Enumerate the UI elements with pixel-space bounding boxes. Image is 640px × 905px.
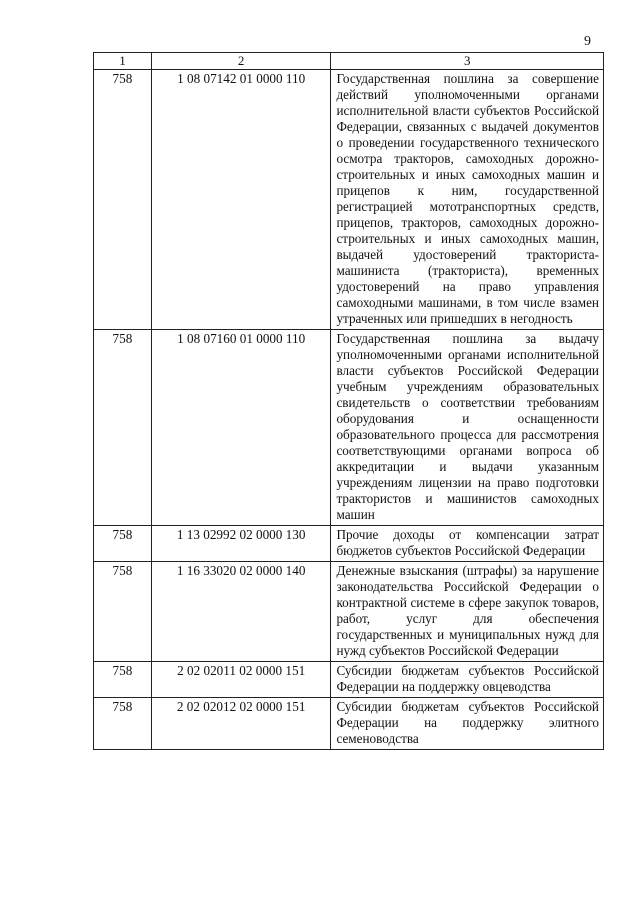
table-row	[94, 662, 604, 698]
description-cell: Денежные взыскания (штрафы) за нарушение законодательства Российской Федерации о контрактной системе в сфере закупок товаров, работ, услуг для обеспечения государственных и муниципальных нужд для нужд субъектов Российской Федерации	[331, 562, 604, 662]
admin-code-cell: 758	[94, 330, 152, 526]
table-header-row	[94, 53, 604, 70]
budget-code-cell: 1 08 07160 01 0000 110	[151, 330, 331, 526]
admin-code-cell: 758	[94, 562, 152, 662]
budget-code-cell: 1 08 07142 01 0000 110	[151, 70, 331, 330]
budget-code-cell: 2 02 02012 02 0000 151	[151, 698, 331, 750]
description-cell: Государственная пошлина за совершение действий уполномоченными органами исполнительной власти субъектов Российской Федерации, связанных с выдачей документов о проведении государственного технического осмотра тракторов, самоходных дорожно-строительных и иных самоходных машин и прицепов к ним, государственной регистрацией мототранспортных средств, прицепов, тракторов, самоходных дорожно-строительных и иных самоходных машин, выдачей удостоверений тракториста-машиниста (тракториста), временных удостоверений на право управления самоходными машинами, в том числе взамен утраченных или пришедших в негодность	[331, 70, 604, 330]
description-cell: Субсидии бюджетам субъектов Российской Федерации на поддержку овцеводства	[331, 662, 604, 698]
admin-code-cell: 758	[94, 662, 152, 698]
budget-code-cell: 1 16 33020 02 0000 140	[151, 562, 331, 662]
budget-code-cell: 2 02 02011 02 0000 151	[151, 662, 331, 698]
table-row	[94, 70, 604, 330]
table-row	[94, 698, 604, 750]
admin-code-cell: 758	[94, 526, 152, 562]
column-header-1: 1	[94, 53, 152, 70]
description-cell: Государственная пошлина за выдачу уполномоченными органами исполнительной власти субъектов Российской Федерации учебным учреждениям образовательных свидетельств о соответствии требованиям оборудования и оснащенности образовательного процесса для рассмотрения соответствующими органами вопроса об аккредитации и выдачи указанным учреждениям лицензии на право подготовки трактористов и машинистов самоходных машин	[331, 330, 604, 526]
column-header-2: 2	[151, 53, 331, 70]
table-row	[94, 526, 604, 562]
description-cell: Прочие доходы от компенсации затрат бюджетов субъектов Российской Федерации	[331, 526, 604, 562]
column-header-3: 3	[331, 53, 604, 70]
budget-codes-table	[93, 52, 604, 750]
admin-code-cell: 758	[94, 70, 152, 330]
table-row	[94, 330, 604, 526]
page-number: 9	[584, 34, 591, 49]
description-cell: Субсидии бюджетам субъектов Российской Федерации на поддержку элитного семеноводства	[331, 698, 604, 750]
table-row	[94, 562, 604, 662]
budget-code-cell: 1 13 02992 02 0000 130	[151, 526, 331, 562]
admin-code-cell: 758	[94, 698, 152, 750]
